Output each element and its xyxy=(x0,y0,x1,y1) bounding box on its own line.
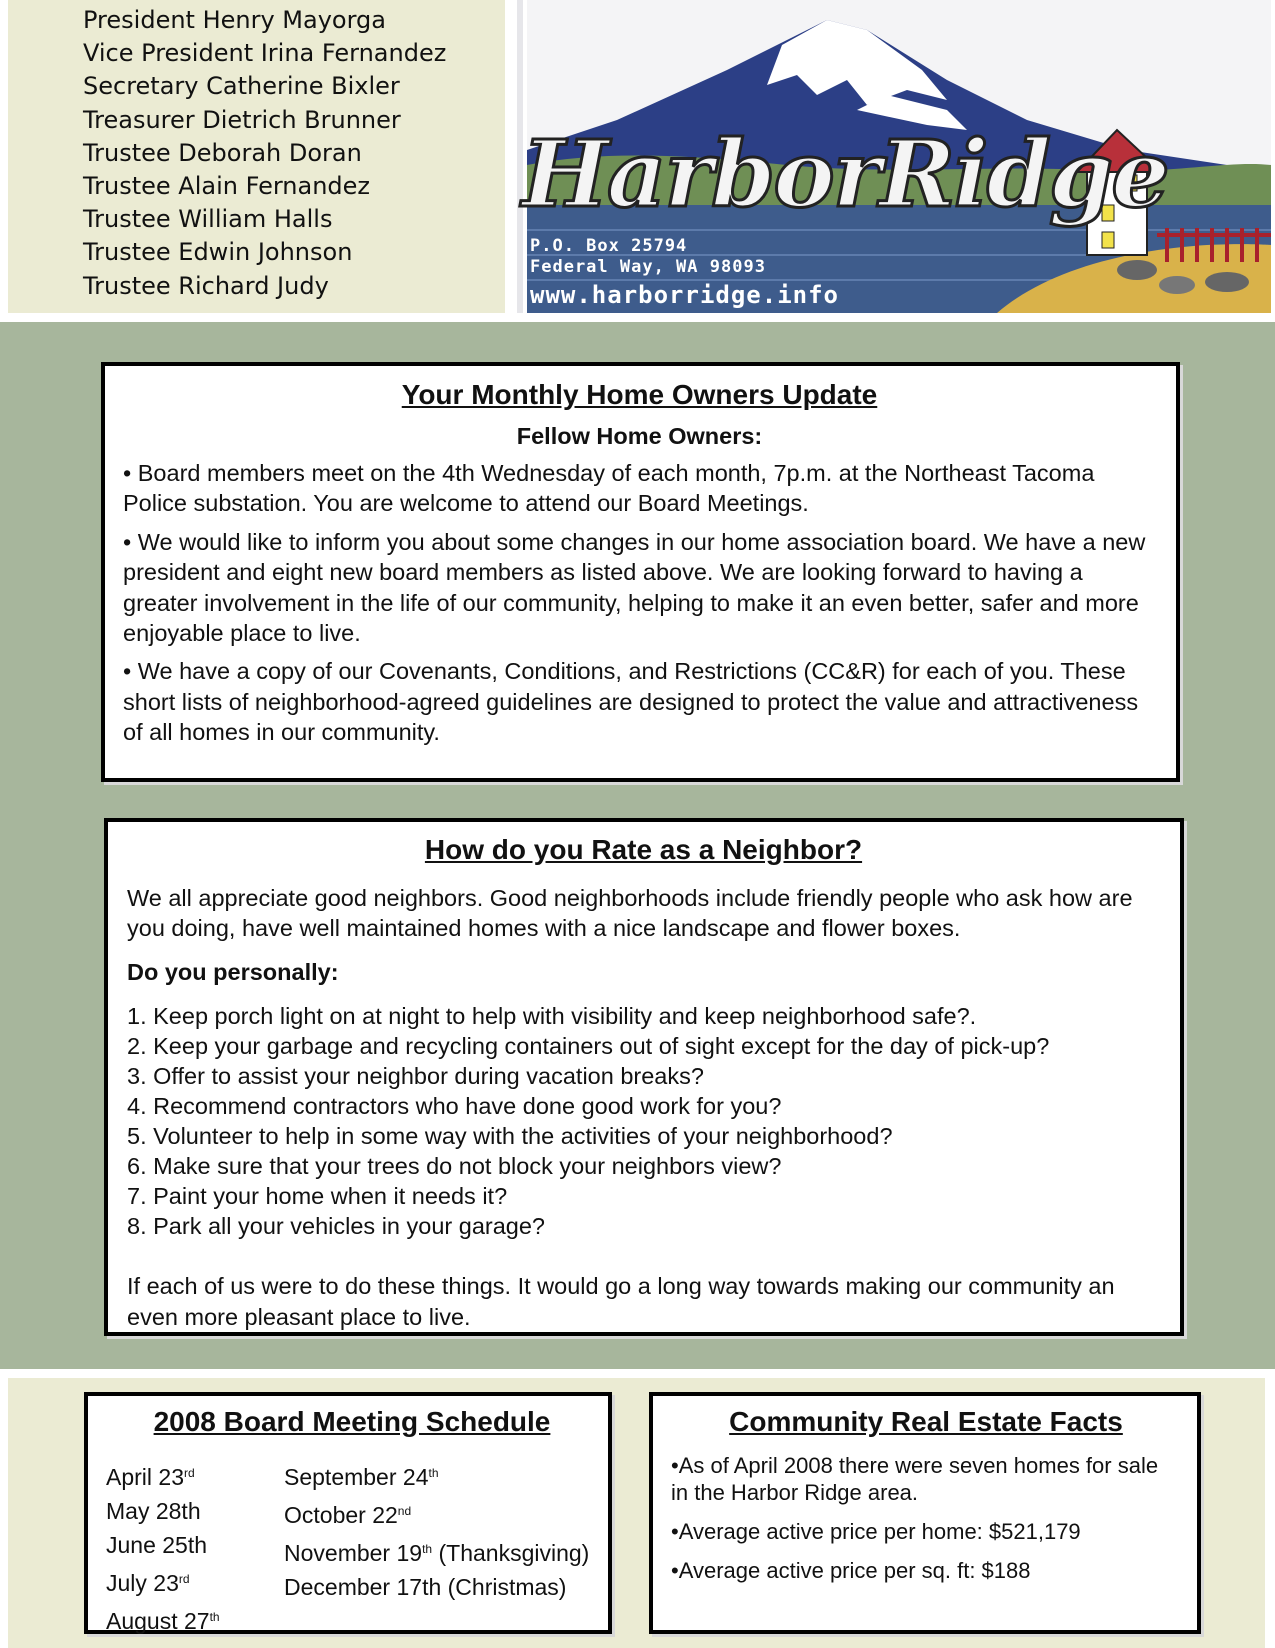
date-ordinal-suffix: th xyxy=(209,1610,220,1624)
meeting-note: (Thanksgiving) xyxy=(432,1540,590,1566)
meeting-date-text: October 22 xyxy=(284,1502,398,1528)
update-greeting: Fellow Home Owners: xyxy=(516,423,763,449)
update-title: Your Monthly Home Owners Update xyxy=(401,379,878,410)
schedule-column-left xyxy=(106,1456,220,1638)
update-paragraph: • We have a copy of our Covenants, Conditions, and Restrictions (CC&R) for each of you. These short lists of neighborhood-agreed guidelines are designed to protect the value and attractiveness of all homes in our community. xyxy=(123,658,1139,746)
meeting-schedule-box xyxy=(84,1392,612,1634)
po-box: P.O. Box 25794 xyxy=(530,236,688,256)
facts-title: Community Real Estate Facts xyxy=(729,1406,1123,1437)
meeting-date xyxy=(106,1562,220,1600)
meeting-date-text: July 23 xyxy=(106,1570,179,1596)
schedule-column-right xyxy=(284,1456,589,1604)
officer-item: Trustee William Halls xyxy=(83,205,333,234)
meeting-date-text: May 28th xyxy=(106,1498,201,1524)
meeting-date xyxy=(106,1456,220,1494)
fact-item: •As of April 2008 there were seven homes for sale in the Harbor Ridge area. xyxy=(671,1453,1159,1505)
meeting-date-text: April 23 xyxy=(106,1464,184,1490)
meeting-date xyxy=(106,1528,220,1562)
neighbor-question: Do you personally: xyxy=(127,958,339,985)
date-ordinal-suffix: rd xyxy=(183,1466,195,1480)
date-ordinal-suffix: th xyxy=(422,1542,433,1556)
checklist-item: 7. Paint your home when it needs it? xyxy=(127,1183,508,1210)
fact-item: •Average active price per home: $521,179 xyxy=(671,1519,1081,1544)
officer-item: Trustee Edwin Johnson xyxy=(83,238,353,267)
fact-item: •Average active price per sq. ft: $188 xyxy=(671,1558,1031,1583)
checklist-item: 3. Offer to assist your neighbor during vacation breaks? xyxy=(127,1063,704,1090)
checklist-item: 4. Recommend contractors who have done good work for you? xyxy=(127,1093,782,1120)
officer-item: Secretary Catherine Bixler xyxy=(83,72,400,101)
checklist-item: 8. Park all your vehicles in your garage? xyxy=(127,1213,545,1240)
neighbor-checklist xyxy=(127,1001,1160,1241)
neighbor-title: How do you Rate as a Neighbor? xyxy=(424,834,863,865)
officer-item: Vice President Irina Fernandez xyxy=(83,39,447,68)
meeting-date-text: September 24 xyxy=(284,1464,429,1490)
meeting-date xyxy=(284,1494,589,1532)
update-paragraph: • We would like to inform you about some changes in our home association board. We have a new president and eight new board members as listed above. We are looking forward to having a greater involvement in the life of our community, helping to make it an even better, safer and more enjoyable place to live. xyxy=(123,528,1146,647)
neighbor-rating-box xyxy=(104,818,1184,1336)
update-paragraph: • Board members meet on the 4th Wednesday of each month, 7p.m. at the Northeast Tacoma Police substation. You are welcome to attend our Board Meetings. xyxy=(123,460,1095,517)
meeting-date xyxy=(284,1570,589,1604)
schedule-title: 2008 Board Meeting Schedule xyxy=(153,1406,551,1437)
officer-item: Trustee Richard Judy xyxy=(83,271,329,300)
monthly-update-box xyxy=(101,362,1180,782)
officers-list xyxy=(83,4,446,303)
date-ordinal-suffix: rd xyxy=(178,1572,190,1586)
meeting-date xyxy=(284,1456,589,1494)
meeting-date-text: November 19 xyxy=(284,1540,423,1566)
date-ordinal-suffix: nd xyxy=(397,1504,412,1518)
officer-item: President Henry Mayorga xyxy=(83,6,386,34)
checklist-item: 5. Volunteer to help in some way with the activities of your neighborhood? xyxy=(127,1123,893,1150)
officer-item: Trustee Deborah Doran xyxy=(83,138,362,167)
website-url[interactable]: www.harborridge.info xyxy=(530,281,839,309)
meeting-date xyxy=(284,1532,589,1570)
neighbor-intro: We all appreciate good neighbors. Good neighborhoods include friendly people who ask how are you doing, have well maintained homes with a nice landscape and flower boxes. xyxy=(127,885,1133,942)
checklist-item: 6. Make sure that your trees do not block your neighbors view? xyxy=(127,1153,782,1180)
meeting-date xyxy=(106,1600,220,1638)
meeting-date-text: December 17th (Christmas) xyxy=(284,1574,567,1600)
officer-item: Trustee Alain Fernandez xyxy=(83,172,371,201)
meeting-date xyxy=(106,1494,220,1528)
date-ordinal-suffix: th xyxy=(428,1466,439,1480)
meeting-date-text: June 25th xyxy=(106,1532,208,1558)
checklist-item: 2. Keep your garbage and recycling containers out of sight except for the day of pick-up? xyxy=(127,1033,1050,1060)
neighbor-closing: If each of us were to do these things. It would go a long way towards making our community an even more pleasant place to live. xyxy=(127,1273,1115,1330)
meeting-date-text: August 27 xyxy=(106,1608,210,1634)
officer-item: Treasurer Dietrich Brunner xyxy=(83,105,401,134)
logo-wordmark: HarborRidge xyxy=(522,120,1168,228)
city-address: Federal Way, WA 98093 xyxy=(530,257,766,277)
real-estate-facts-box xyxy=(649,1392,1201,1634)
checklist-item: 1. Keep porch light on at night to help with visibility and keep neighborhood safe?. xyxy=(127,1003,977,1030)
